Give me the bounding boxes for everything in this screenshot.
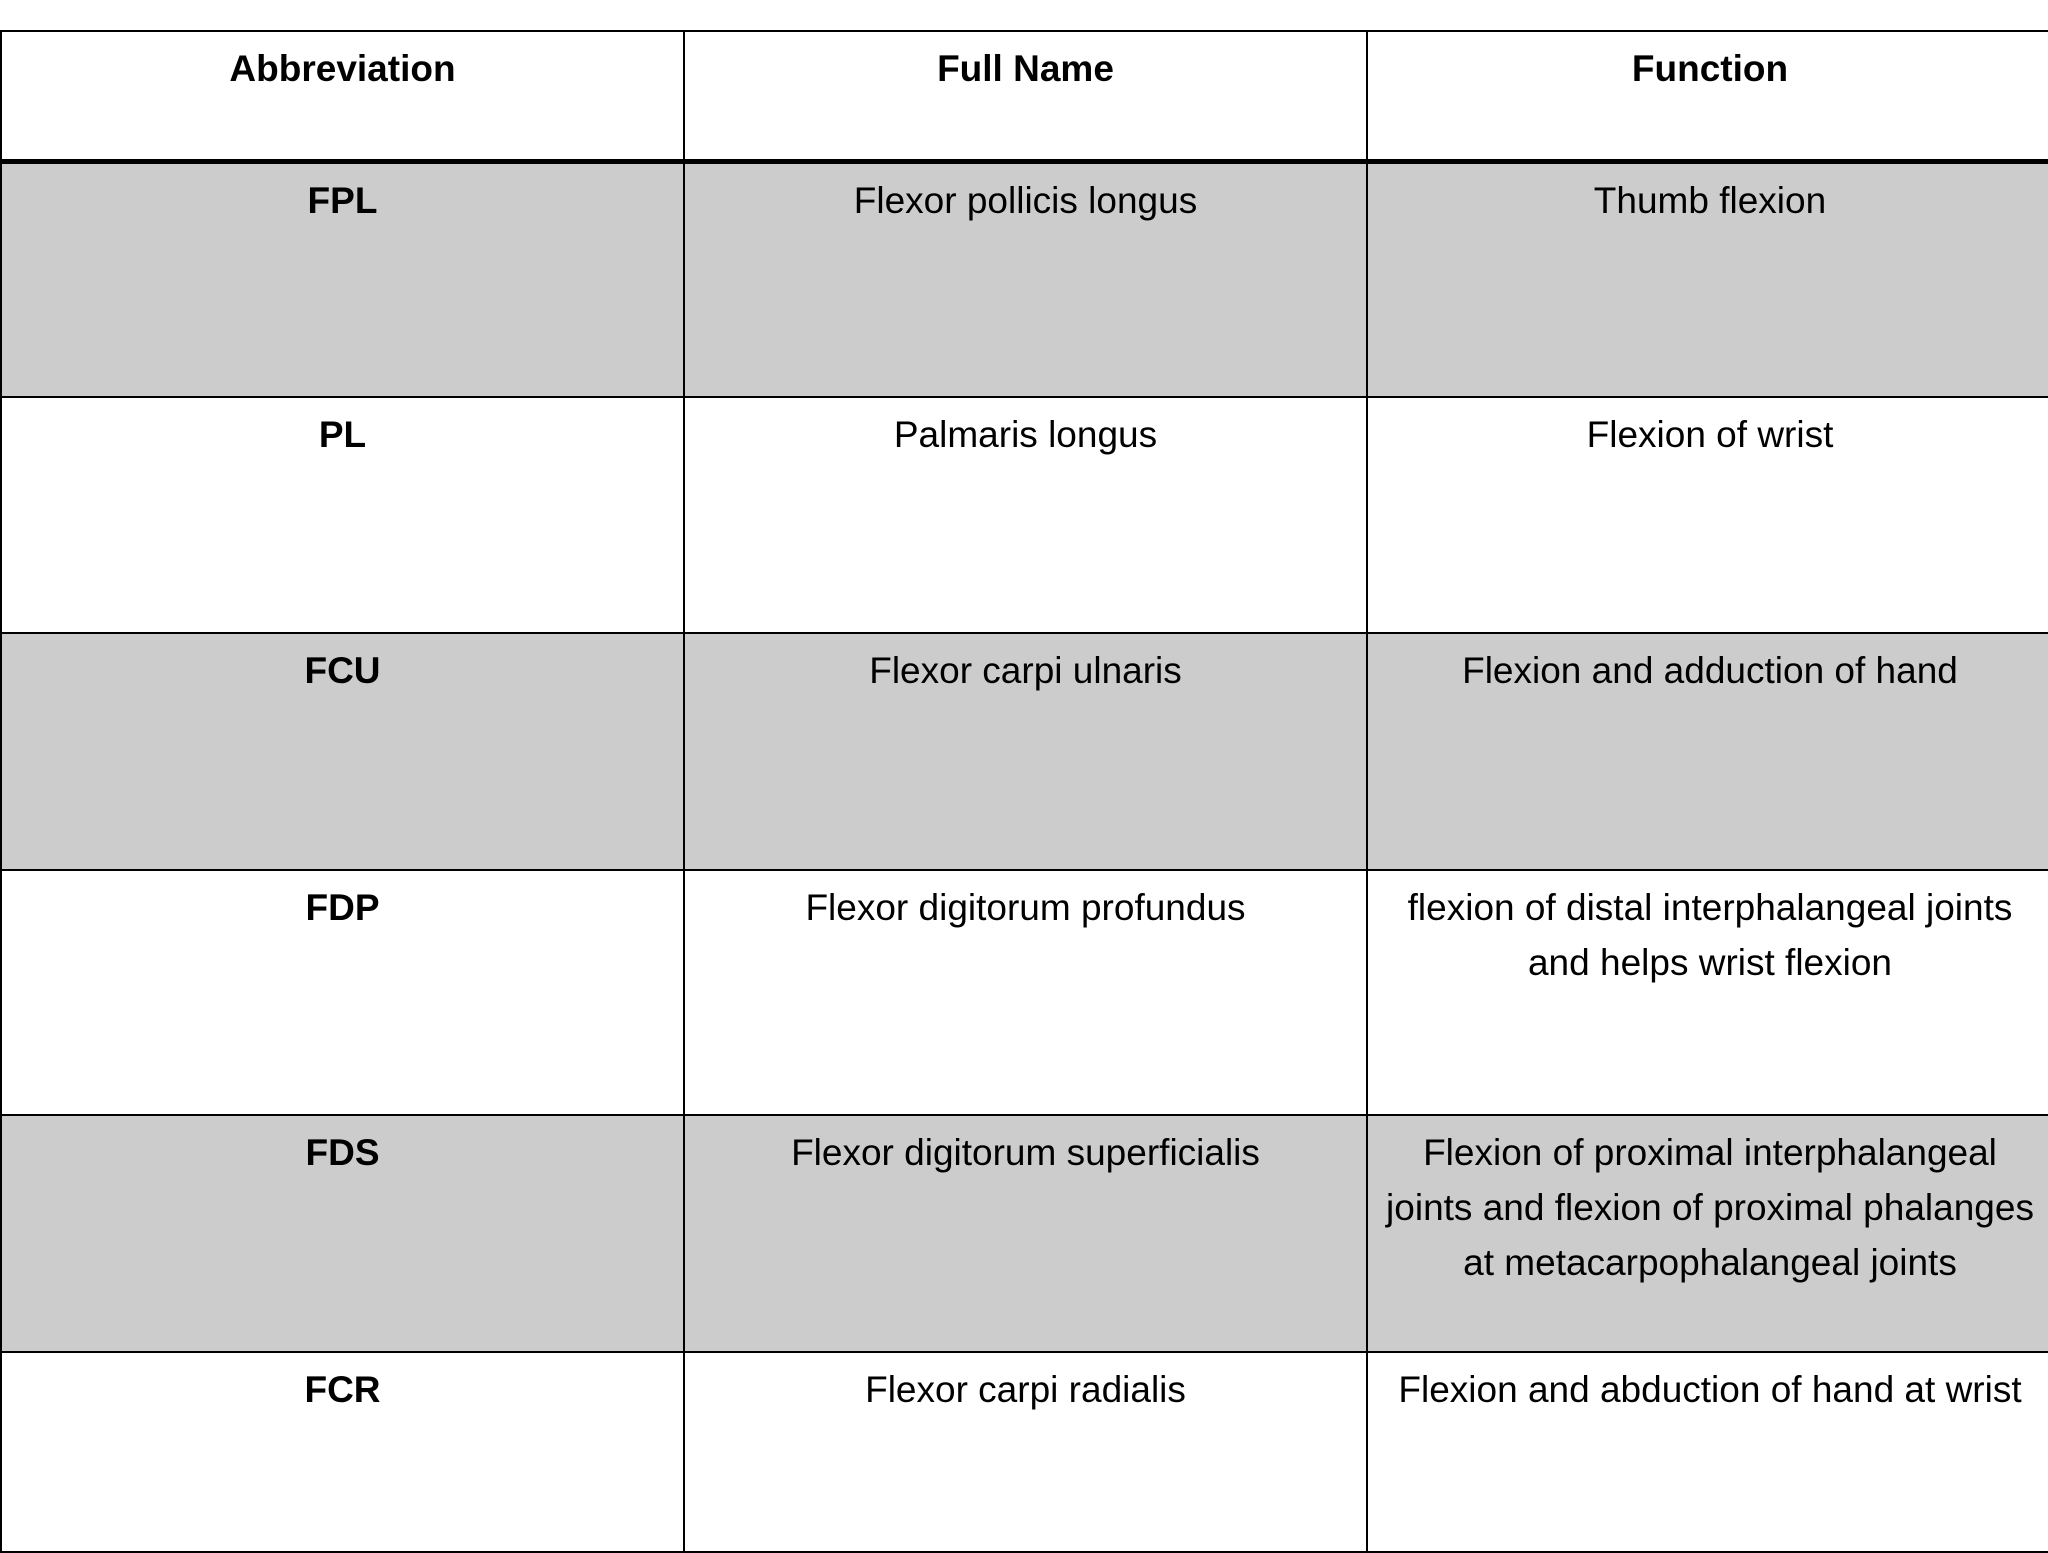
header-function: Function — [1367, 31, 2048, 161]
full-name-cell: Flexor carpi ulnaris — [684, 633, 1367, 870]
muscle-table — [0, 30, 2048, 1553]
header-row — [1, 31, 2048, 161]
abbreviation-cell: PL — [1, 397, 684, 633]
table-header — [1, 31, 2048, 161]
abbreviation-cell: FCR — [1, 1352, 684, 1552]
full-name-cell: Flexor pollicis longus — [684, 161, 1367, 397]
abbreviation-cell: FPL — [1, 161, 684, 397]
table-row — [1, 397, 2048, 633]
full-name-cell: Flexor digitorum superficialis — [684, 1115, 1367, 1352]
function-cell: flexion of distal interphalangeal joints and helps wrist flexion — [1367, 870, 2048, 1115]
abbreviation-cell: FCU — [1, 633, 684, 870]
abbreviation-cell: FDP — [1, 870, 684, 1115]
table-row — [1, 1352, 2048, 1552]
table-row — [1, 870, 2048, 1115]
table-row — [1, 633, 2048, 870]
header-abbreviation: Abbreviation — [1, 31, 684, 161]
table-row — [1, 1115, 2048, 1352]
table-row — [1, 161, 2048, 397]
function-cell: Flexion and abduction of hand at wrist — [1367, 1352, 2048, 1552]
function-cell: Thumb flexion — [1367, 161, 2048, 397]
function-cell: Flexion and adduction of hand — [1367, 633, 2048, 870]
full-name-cell: Flexor digitorum profundus — [684, 870, 1367, 1115]
function-cell: Flexion of wrist — [1367, 397, 2048, 633]
header-full-name: Full Name — [684, 31, 1367, 161]
full-name-cell: Flexor carpi radialis — [684, 1352, 1367, 1552]
abbreviation-cell: FDS — [1, 1115, 684, 1352]
function-cell: Flexion of proximal interphalangeal joints and flexion of proximal phalanges at metacarpophalangeal joints — [1367, 1115, 2048, 1352]
full-name-cell: Palmaris longus — [684, 397, 1367, 633]
table-body — [1, 161, 2048, 1552]
